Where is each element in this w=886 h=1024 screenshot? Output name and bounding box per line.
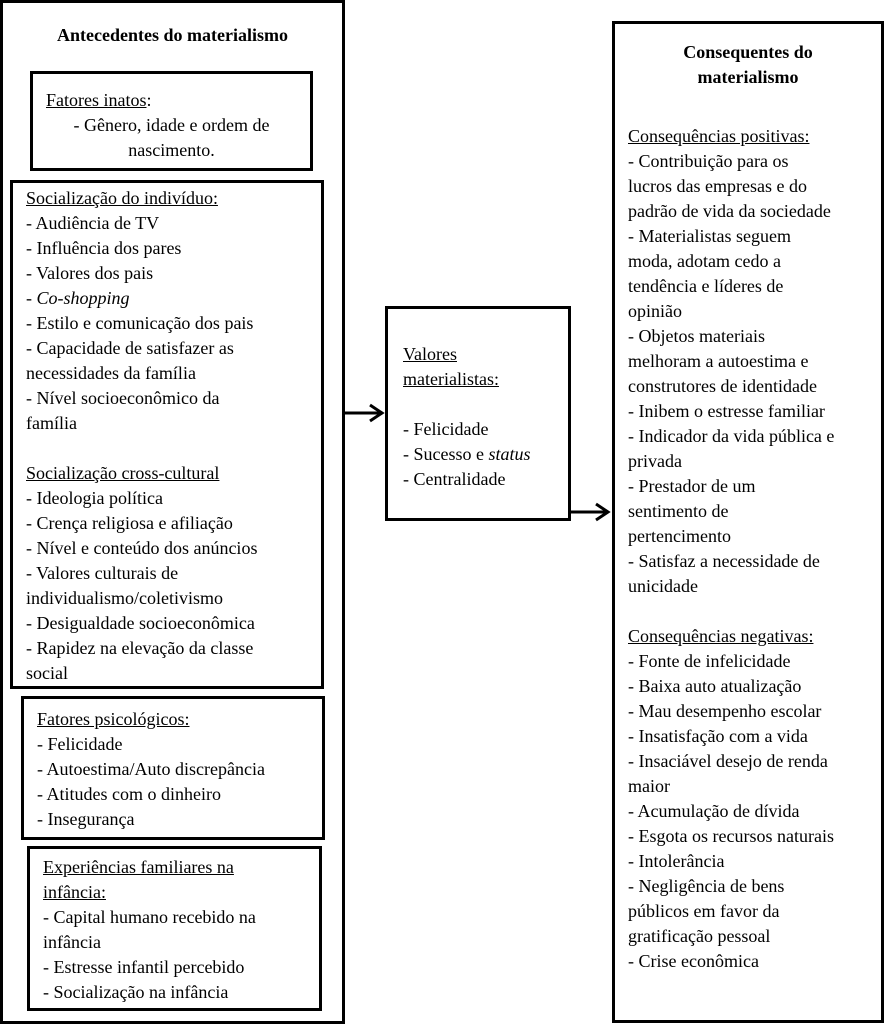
positive-line: construtores de identidade — [628, 376, 817, 396]
materialist-heading-line: Valores — [403, 344, 457, 364]
family-line: - Capital humano recebido na — [43, 907, 256, 927]
positive-line: - Materialistas seguem — [628, 226, 791, 246]
socialization-line-coshopping — [26, 286, 257, 311]
negative-line: - Fonte de infelicidade — [628, 651, 791, 671]
negative-line: - Insaciável desejo de renda — [628, 751, 828, 771]
socialization-line: - Valores dos pais — [26, 263, 154, 283]
positive-line: tendência e líderes de — [628, 276, 784, 296]
negative-line: - Acumulação de dívida — [628, 801, 800, 821]
family-experiences-box — [27, 846, 322, 1011]
positive-line: - Objetos materiais — [628, 326, 765, 346]
family-line: infância — [43, 932, 101, 952]
consequences-panel — [612, 21, 884, 1023]
arrow-values-to-consequences — [571, 504, 608, 520]
negative-line: gratificação pessoal — [628, 926, 771, 946]
coshopping-term: Co-shopping — [36, 288, 130, 308]
positive-line: privada — [628, 451, 682, 471]
positive-line: - Contribuição para os — [628, 151, 789, 171]
dash: - — [26, 288, 37, 308]
positive-line: - Prestador de um — [628, 476, 756, 496]
materialist-line: - Felicidade — [403, 419, 489, 439]
positive-line: - Satisfaz a necessidade de — [628, 551, 820, 571]
cross-cultural-line: individualismo/coletivismo — [26, 588, 223, 608]
consequences-content — [628, 124, 834, 974]
innate-line: - Gênero, idade e ordem de — [73, 115, 270, 135]
innate-factors-box — [30, 71, 313, 171]
cross-cultural-line: social — [26, 663, 68, 683]
positive-line: melhoram a autoestima e — [628, 351, 809, 371]
cross-cultural-line: - Valores culturais de — [26, 563, 179, 583]
consequences-title-line: materialismo — [697, 67, 799, 87]
materialist-values-box — [385, 306, 571, 521]
negative-line: - Intolerância — [628, 851, 725, 871]
psych-line: - Autoestima/Auto discrepância — [37, 759, 265, 779]
negative-line: - Baixa auto atualização — [628, 676, 802, 696]
positive-line: unicidade — [628, 576, 698, 596]
cross-cultural-line: - Nível e conteúdo dos anúncios — [26, 538, 258, 558]
family-line: - Socialização na infância — [43, 982, 229, 1002]
cross-cultural-line: - Desigualdade socioeconômica — [26, 613, 255, 633]
family-content — [43, 855, 256, 1005]
negative-line: - Insatisfação com a vida — [628, 726, 808, 746]
positive-line: - Indicador da vida pública e — [628, 426, 835, 446]
socialization-line: - Estilo e comunicação dos pais — [26, 313, 254, 333]
materialist-content — [403, 342, 531, 492]
socialization-line: família — [26, 413, 77, 433]
psych-factors-box — [21, 696, 325, 840]
family-heading-line: infância: — [43, 882, 106, 902]
socialization-line: necessidades da família — [26, 363, 196, 383]
psych-line: - Atitudes com o dinheiro — [37, 784, 221, 804]
positive-heading: Consequências positivas: — [628, 126, 810, 146]
negative-line: - Esgota os recursos naturais — [628, 826, 834, 846]
positive-line: moda, adotam cedo a — [628, 251, 781, 271]
innate-line: nascimento. — [128, 140, 215, 160]
innate-list — [33, 113, 310, 163]
antecedents-title: Antecedentes do materialismo — [57, 25, 288, 45]
psych-line: - Felicidade — [37, 734, 123, 754]
positive-line: - Inibem o estresse familiar — [628, 401, 825, 421]
cross-cultural-line: - Ideologia política — [26, 488, 163, 508]
psych-content — [37, 707, 265, 832]
psych-line: - Insegurança — [37, 809, 135, 829]
socialization-line: - Capacidade de satisfazer as — [26, 338, 234, 358]
negative-heading: Consequências negativas: — [628, 626, 814, 646]
positive-line: sentimento de — [628, 501, 729, 521]
negative-line: - Negligência de bens — [628, 876, 785, 896]
socialization-heading: Socialização do indivíduo: — [26, 188, 218, 208]
cross-cultural-heading: Socialização cross-cultural — [26, 463, 220, 483]
socialization-line: - Influência dos pares — [26, 238, 182, 258]
negative-line: públicos em favor da — [628, 901, 780, 921]
success-text: - Sucesso e — [403, 444, 489, 464]
materialist-line: - Centralidade — [403, 469, 506, 489]
status-term: status — [488, 444, 531, 464]
socialization-content — [26, 186, 257, 686]
family-line: - Estresse infantil percebido — [43, 957, 245, 977]
negative-line: - Crise econômica — [628, 951, 759, 971]
family-heading-line: Experiências familiares na — [43, 857, 234, 877]
innate-heading-row — [46, 88, 152, 113]
socialization-line: - Audiência de TV — [26, 213, 160, 233]
materialist-line-status — [403, 442, 531, 467]
arrow-antecedents-to-values — [345, 405, 382, 421]
cross-cultural-line: - Rapidez na elevação da classe — [26, 638, 254, 658]
positive-line: opinião — [628, 301, 682, 321]
negative-line: maior — [628, 776, 670, 796]
psych-heading: Fatores psicológicos: — [37, 709, 190, 729]
materialist-heading-line: materialistas: — [403, 369, 499, 389]
consequences-title — [615, 40, 881, 90]
positive-line: padrão de vida da sociedade — [628, 201, 831, 221]
positive-line: pertencimento — [628, 526, 731, 546]
innate-colon: : — [146, 90, 152, 110]
consequences-title-line: Consequentes do — [683, 42, 813, 62]
socialization-box — [10, 180, 324, 689]
positive-line: lucros das empresas e do — [628, 176, 807, 196]
innate-heading: Fatores inatos — [46, 90, 147, 110]
socialization-line: - Nível socioeconômico da — [26, 388, 220, 408]
cross-cultural-line: - Crença religiosa e afiliação — [26, 513, 233, 533]
negative-line: - Mau desempenho escolar — [628, 701, 822, 721]
